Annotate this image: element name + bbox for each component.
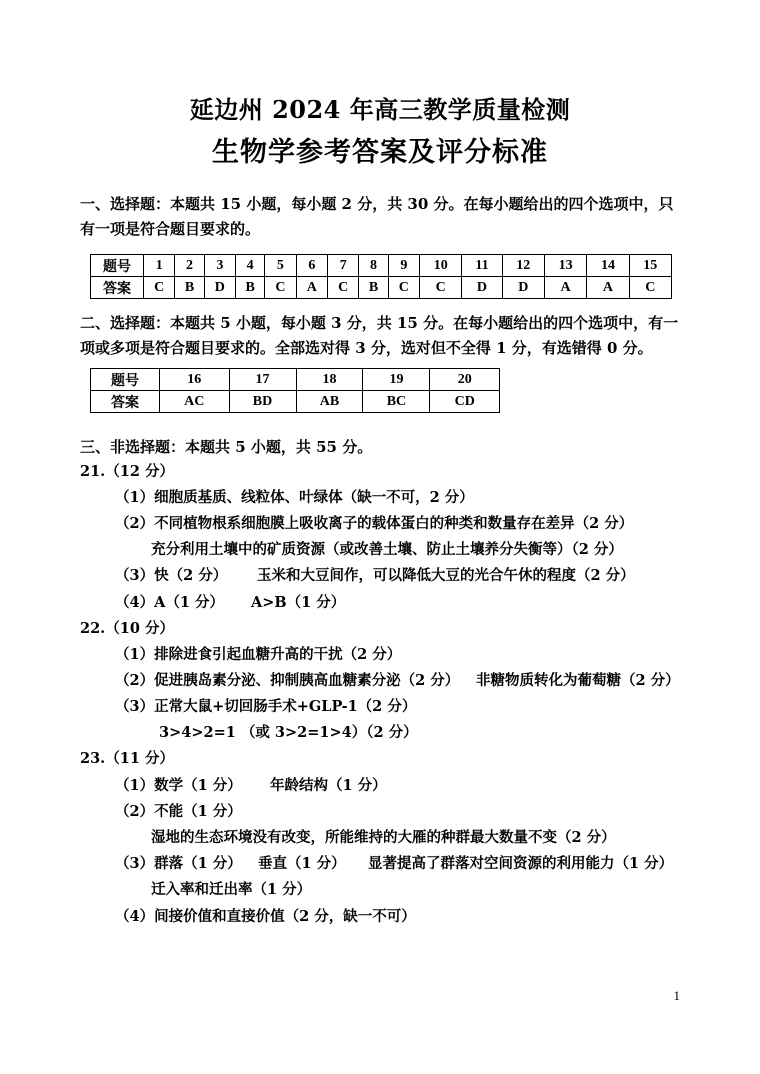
q23-part2-answer: （2）不能（1 分） <box>115 803 242 820</box>
q22-part2-answer2: 非糖物质转化为葡萄糖（2 分） <box>476 672 680 689</box>
section2-heading: 二、选择题：本题共 5 小题，每小题 3 分，共 15 分。在每小题给出的四个选项中，有一项或多项是符合题目要求的。全部选对得 3 分，选对但不全得 1 分，有选错得 0 分。 <box>80 314 679 357</box>
answer-table-2 <box>90 368 500 413</box>
answer-cell: B <box>359 277 388 299</box>
row-label-question: 题号 <box>91 369 160 391</box>
q21-part4-answer1: （4）A（1 分） <box>115 594 224 611</box>
q23-part1-answer1: （1）数学（1 分） <box>115 777 242 794</box>
document-subtitle: 生物学参考答案及评分标准 <box>212 137 548 168</box>
question-number-cell: 16 <box>160 369 230 391</box>
question-number-cell: 19 <box>363 369 430 391</box>
q21-part1: （1）细胞质基质、线粒体、叶绿体（缺一不可，2 分） <box>115 489 474 506</box>
q21-part3-answer2: 玉米和大豆间作，可以降低大豆的光合午休的程度（2 分） <box>257 567 635 584</box>
q21-part3-answer1: （3）快（2 分） <box>115 567 228 584</box>
answer-cell: BC <box>363 391 430 413</box>
q22-part3-line1: （3）正常大鼠+切回肠手术+GLP-1（2 分） <box>115 698 417 715</box>
question-number-cell: 13 <box>544 255 586 277</box>
answer-cell: D <box>502 277 544 299</box>
table-row-question-numbers <box>91 255 672 277</box>
question-number-cell: 7 <box>328 255 359 277</box>
q21-part2-line1: （2）不同植物根系细胞膜上吸收离子的载体蛋白的种类和数量存在差异（2 分） <box>115 515 634 532</box>
q22-label: 22.（10 分） <box>80 620 174 637</box>
question-number-cell: 5 <box>265 255 296 277</box>
section3-heading: 三、非选择题：本题共 5 小题，共 55 分。 <box>80 438 373 456</box>
page-number: 1 <box>673 988 680 1003</box>
answer-cell: C <box>265 277 296 299</box>
question-number-cell: 10 <box>420 255 462 277</box>
q23-part3-answer3: 显著提高了群落对空间资源的利用能力（1 分） <box>368 855 674 872</box>
q22-part2-answer1: （2）促进胰岛素分泌、抑制胰高血糖素分泌（2 分） <box>115 672 460 689</box>
answer-cell: B <box>236 277 265 299</box>
question-number-cell: 6 <box>296 255 327 277</box>
answer-cell: BD <box>229 391 296 413</box>
q21-part4-answer2: A>B（1 分） <box>251 594 346 611</box>
q21-part2-line2: 充分利用土壤中的矿质资源（或改善土壤、防止土壤养分失衡等）（2 分） <box>151 541 623 558</box>
q23-label: 23.（11 分） <box>80 750 174 767</box>
row-label-answer: 答案 <box>91 277 144 299</box>
question-number-cell: 3 <box>204 255 235 277</box>
q23-part3-answer1: （3）群落（1 分） <box>115 855 242 872</box>
answer-cell: AB <box>296 391 363 413</box>
q23-part4: （4）间接价值和直接价值（2 分，缺一不可） <box>115 908 416 925</box>
question-number-cell: 15 <box>629 255 671 277</box>
question-number-cell: 18 <box>296 369 363 391</box>
answer-cell: A <box>296 277 327 299</box>
answer-cell: C <box>144 277 175 299</box>
question-number-cell: 14 <box>587 255 629 277</box>
row-label-question: 题号 <box>91 255 144 277</box>
question-number-cell: 8 <box>359 255 388 277</box>
table-row-question-numbers <box>91 369 500 391</box>
question-number-cell: 2 <box>175 255 204 277</box>
answer-cell: B <box>175 277 204 299</box>
answer-cell: D <box>204 277 235 299</box>
answer-cell: C <box>388 277 419 299</box>
answer-cell: C <box>328 277 359 299</box>
answer-cell: A <box>544 277 586 299</box>
section1-heading: 一、选择题：本题共 15 小题，每小题 2 分，共 30 分。在每小题给出的四个选项中，只有一项是符合题目要求的。 <box>80 195 674 238</box>
q21-label: 21.（12 分） <box>80 463 174 480</box>
answer-cell: C <box>629 277 671 299</box>
row-label-answer: 答案 <box>91 391 160 413</box>
question-number-cell: 4 <box>236 255 265 277</box>
answer-cell: D <box>462 277 502 299</box>
question-number-cell: 17 <box>229 369 296 391</box>
answer-cell: A <box>587 277 629 299</box>
q23-part1-answer2: 年龄结构（1 分） <box>270 777 387 794</box>
question-number-cell: 12 <box>502 255 544 277</box>
answer-table-1 <box>90 254 672 299</box>
q23-part3-answer4: 迁入率和迁出率（1 分） <box>151 881 312 898</box>
answer-cell: AC <box>160 391 230 413</box>
question-number-cell: 11 <box>462 255 502 277</box>
answer-cell: CD <box>430 391 500 413</box>
question-number-cell: 20 <box>430 369 500 391</box>
table-row-answers <box>91 391 500 413</box>
q22-part1: （1）排除进食引起血糖升高的干扰（2 分） <box>115 646 402 663</box>
question-number-cell: 9 <box>388 255 419 277</box>
q23-part2-explanation: 湿地的生态环境没有改变，所能维持的大雁的种群最大数量不变（2 分） <box>151 829 616 846</box>
answer-cell: C <box>420 277 462 299</box>
question-number-cell: 1 <box>144 255 175 277</box>
q23-part3-answer2: 垂直（1 分） <box>258 855 346 872</box>
table-row-answers <box>91 277 672 299</box>
document-title: 延边州 2024 年高三教学质量检测 <box>189 95 571 124</box>
q22-part3-line2: 3>4>2=1 （或 3>2=1>4）（2 分） <box>159 724 418 741</box>
